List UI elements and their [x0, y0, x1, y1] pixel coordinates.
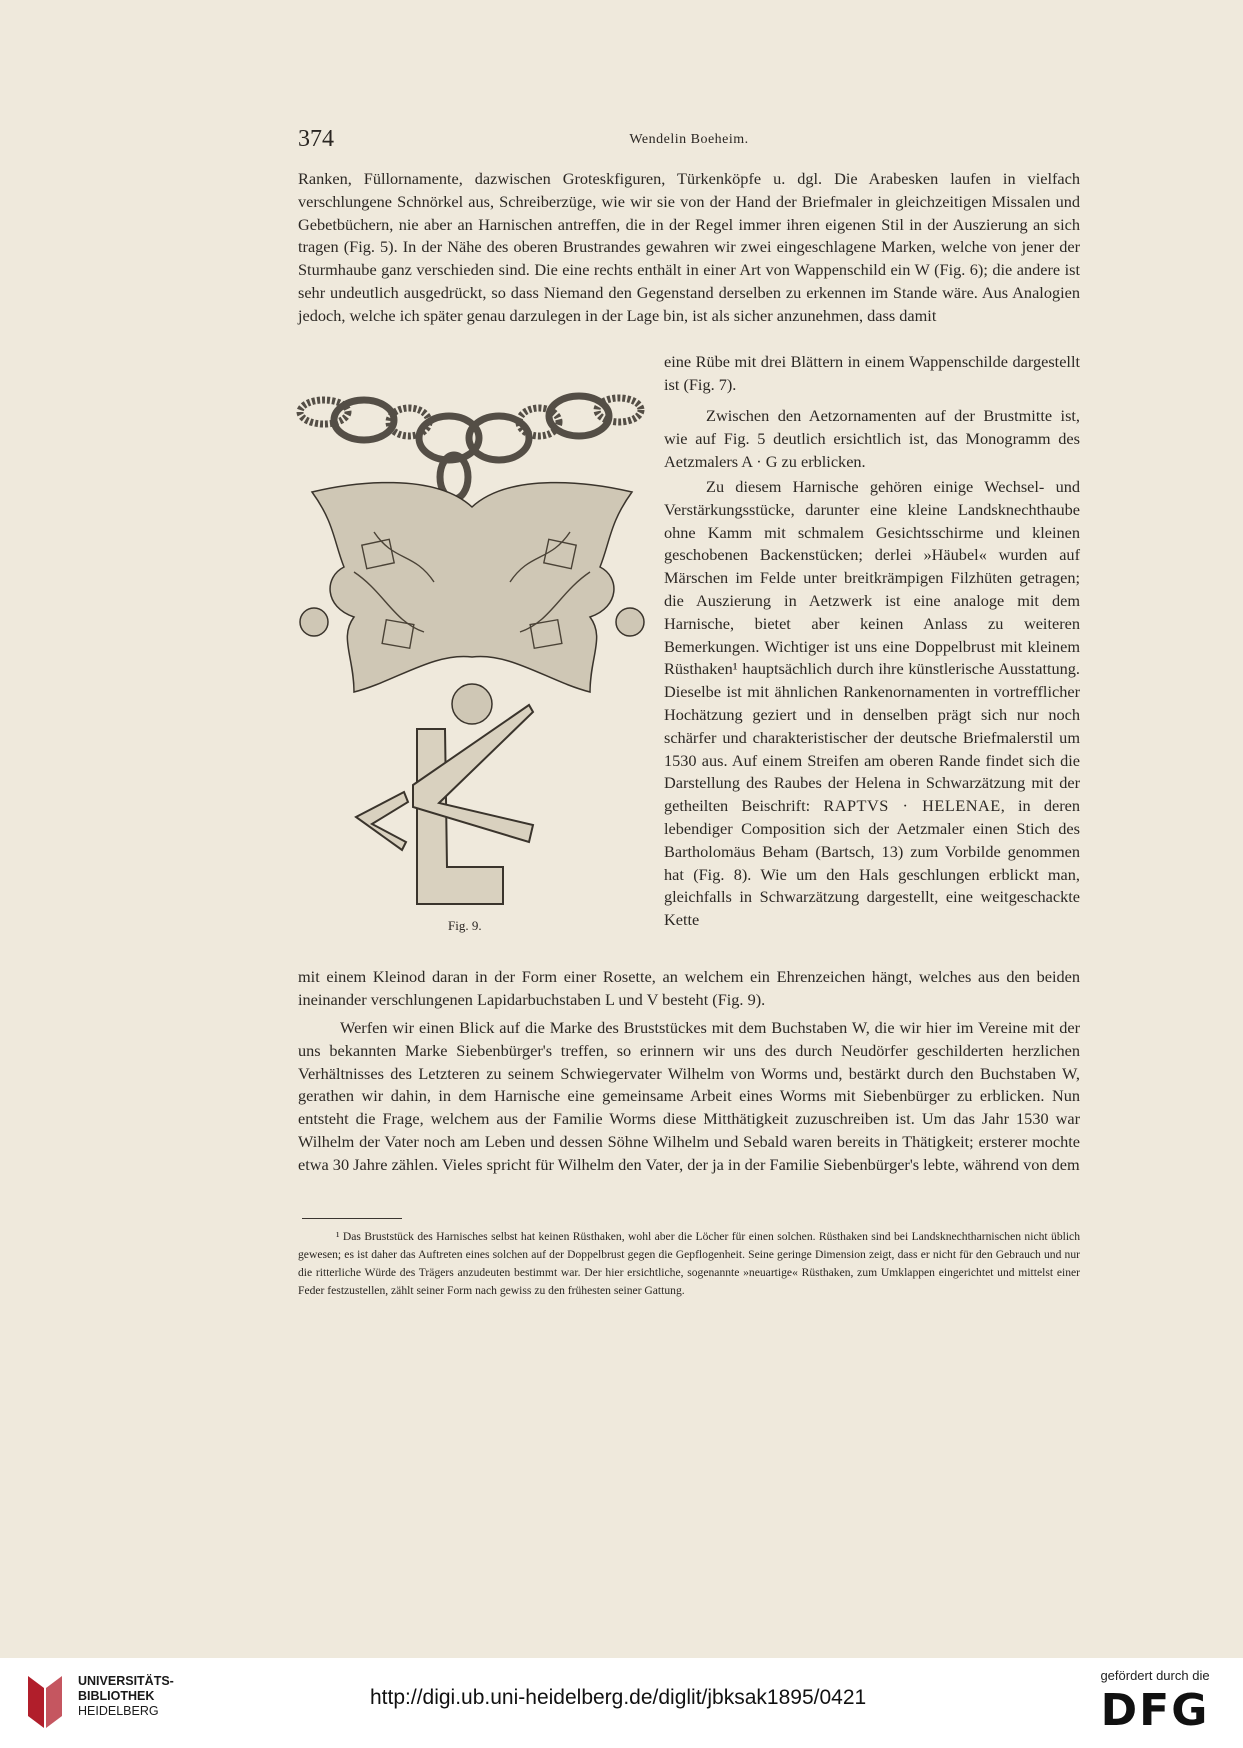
paragraph-1: Ranken, Füllornamente, dazwischen Groteskfiguren, Türkenköpfe u. dgl. Die Arabesken laufen in vielfach verschlungene Schnörkel aus, Schreiberzüge, wie wir sie von der Hand der Briefmaler in gleichzeitigen Missalen und Gebetbüchern, nie aber an Harnischen antreffen, die in der Regel immer ihren eigenen Stil in der Auszierung an sich tragen (Fig. 5). In der Nähe des oberen Brustrandes gewahren wir zwei eingeschlagene Marken, welche von jener der Sturmhaube ganz verschieden sind. Die eine rechts enthält in einer Art von Wappenschild ein W (Fig. 6); die andere ist sehr undeutlich ausgedrückt, so dass Niemand den Gegenstand derselben zu erkennen im Stande wäre. Aus Analogien jedoch, welche ich später genau darzulegen in der Lage bin, ist als sicher anzunehmen, dass damit [298, 169, 1080, 325]
university-library-logo-icon [24, 1672, 66, 1732]
paragraph-3-continuation: , in deren lebendiger Composition sich der Aetzmaler einen Stich des Bartholomäus Beham (Bartsch, 13) zum Vorbilde genommen hat (Fig. 8). Wie um den Hals geschlungen erblickt man, gleichfalls in Schwarzätzung dargestellt, eine weitgeschackte Kette [664, 796, 1080, 930]
paragraph-3-end: mit einem Kleinod daran in der Form einer Rosette, an welchem ein Ehrenzeichen hängt, welches aus den beiden ineinander verschlungenen Lapidarbuchstaben L und V besteht (Fig. 9). [298, 967, 1080, 1009]
inscription: RAPTVS · HELENAE [823, 796, 1001, 816]
paragraph-3-text: Zu diesem Harnische gehören einige Wechsel- und Verstärkungsstücke, darunter eine kleine Landsknechthaube ohne Kamm mit schmalem Gesichtsschirme und kleinen geschobenen Backenstücken; derlei »Häubel« wurden auf Märschen im Felde unter breitkrämpigen Filzhüten getragen; die Auszierung in Aetzwerk ist eine analoge mit dem Harnische, bietet aber keinen Anlass zu weiteren Bemerkungen. Wichtiger ist uns eine Doppelbrust mit kleinem Rüsthaken¹ hauptsächlich durch ihre künstlerische Ausstattung. Dieselbe ist mit ähnlichen Rankenornamenten in vortrefflicher Hochätzung geziert und in denselben prägt sich nur noch schärfer und charakteristischer der deutsche Briefmalerstil um 1530 aus. Auf einem Streifen am oberen Rande findet sich die Darstellung des Raubes der Helena in Schwarzätzung mit der getheilten Beischrift: [664, 477, 1080, 816]
funder [1085, 1668, 1225, 1735]
running-head: Wendelin Boeheim. [629, 132, 749, 147]
dfg-logo: DFG [1100, 1685, 1210, 1736]
paragraph-3 [664, 476, 1080, 932]
figure-9 [294, 392, 650, 912]
funder-label: gefördert durch die [1100, 1668, 1210, 1683]
footnote-divider [302, 1218, 402, 1219]
footnote: ¹ Das Bruststück des Harnisches selbst hat keinen Rüsthaken, wohl aber die Löcher für einen solchen. Rüsthaken sind bei Landsknechtharnischen nicht üblich gewesen; es ist daher das Auftreten eines solchen auf der Doppelbrust gegen die Gepflogenheit. Seine geringe Dimension zeigt, dass er nicht für den Gebrauch und nur die ritterliche Würde des Trägers anzudeuten bestimmt war. Der hier ersichtliche, sogenannte »neuartige« Rüsthaken, zum Umklappen eingerichtet und mittelst einer Feder festzustellen, zählt seiner Form nach gewiss zu den frühesten seiner Gattung. [298, 1230, 1080, 1297]
permalink-url[interactable]: http://digi.ub.uni-heidelberg.de/diglit/jbksak1895/0421 [370, 1686, 867, 1709]
library-name: UNIVERSITÄTS- BIBLIOTHEK HEIDELBERG [78, 1674, 174, 1718]
paragraph-2: Zwischen den Aetzornamenten auf der Brustmitte ist, wie auf Fig. 5 deutlich ersichtlich ist, das Monogramm des Aetzmalers A · G zu erblicken. [664, 406, 1080, 471]
chain-rosette-lv-illustration [294, 392, 650, 912]
footer-bar [0, 1658, 1243, 1748]
page-header [298, 126, 1080, 156]
figure-caption: Fig. 9. [448, 918, 482, 933]
page-number: 374 [298, 126, 334, 152]
paragraph-4: Werfen wir einen Blick auf die Marke des Bruststückes mit dem Buchstaben W, die wir hier im Vereine mit der uns bekannten Marke Siebenbürger's treffen, so erinnern wir uns des durch Neudörfer geschilderten herzlichen Verhältnisses des Letzteren zu seinem Schwiegervater Wilhelm von Worms und, bestärkt durch den Buchstaben W, gerathen wir dahin, in dem Harnische eine gemeinsame Arbeit eines Worms mit Siebenbürger zu erblicken. Nun entsteht die Frage, welchem aus der Familie Worms diese Mitthätigkeit zuzuschreiben ist. Um das Jahr 1530 war Wilhelm der Vater noch am Leben und dessen Söhne Wilhelm und Sebald waren bereits in Thätigkeit; ersterer mochte etwa 30 Jahre zählen. Vieles spricht für Wilhelm den Vater, der ja in der Familie Siebenbürger's lebte, während von dem [298, 1018, 1080, 1174]
paragraph-1-tail: eine Rübe mit drei Blättern in einem Wappenschilde dargestellt ist (Fig. 7). [664, 352, 1080, 394]
